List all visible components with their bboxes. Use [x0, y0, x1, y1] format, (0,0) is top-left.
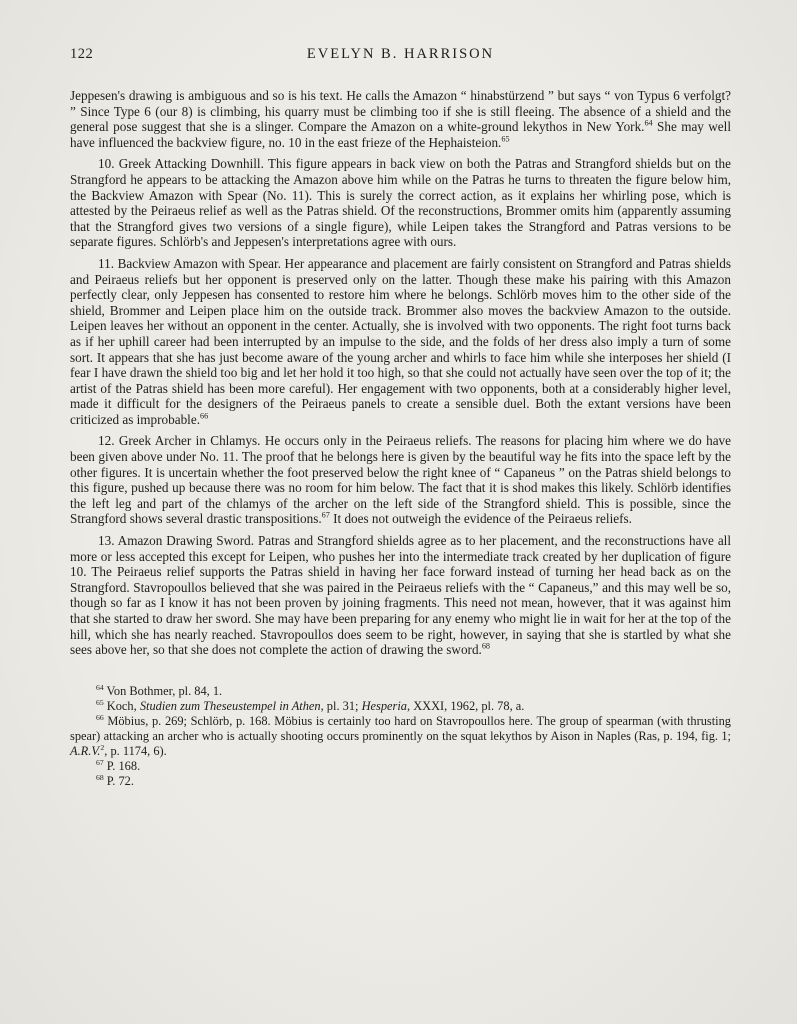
- page-header: [70, 46, 731, 68]
- footnote-65: $^{65}$ Koch, Studien zum Theseustempel in Athen, pl. 31; Hesperia, XXXI, 1962, pl. 78, a.: [96, 697, 525, 713]
- article-body: [70, 88, 731, 658]
- paragraph-item-10: 10. Greek Attacking Downhill. This figure appears in back view on both the Patras and Strangford shields but on the Strangford he appears to be attacking the Amazon above him while on the Patras he turns to threaten the figure below him, the Backview Amazon with Spear (No. 11). This is surely the correct action, as it explains her whirling pose, which is attested by the Peiraeus relief as well as the Patras shield. Of the reconstructions, Brommer omits him (apparently assuming that the Strangford gives two versions of a single figure), while Leipen takes the Strangford and Patras versions to be separate figures. Schlörb's and Jeppesen's interpretations agree with ours.: [70, 156, 731, 250]
- paragraph-continuation: Jeppesen's drawing is ambiguous and so is his text. He calls the Amazon “ hinabstürzend ” but says “ von Typus 6 verfolgt? ” Since Type 6 (our 8) is climbing, his quarry must be climbing too if she is still fleeing. The absence of a shield and the general pose suggest that she is a slinger. Compare the Amazon on a white-ground lekythos in New York.$^{64}$ She may well have influenced the backview figure, no. 10 in the east frieze of the Hephaisteion.$^{65}$: [70, 88, 731, 150]
- footnote-67: $^{67}$ P. 168.: [96, 757, 141, 773]
- paragraph-item-12: 12. Greek Archer in Chlamys. He occurs only in the Peiraeus reliefs. The reasons for placing him where we do have been given above under No. 11. The proof that he belongs here is given by the beautiful way he fits into the space left by the other figures. It is uncertain whether the foot preserved below the right knee of “ Capaneus ” on the Patras shield belongs to this figure, pushed up because there was no room for him below. The fact that it is shod makes this likely. Schlörb identifies the left leg and part of the chlamys of the archer on the left side of the Strangford shield. This is possible, since the Strangford shows several drastic transpositions.$^{67}$ It does not outweigh the evidence of the Peiraeus reliefs.: [70, 433, 731, 527]
- footnote-64: $^{64}$ Von Bothmer, pl. 84, 1.: [96, 682, 223, 698]
- paragraph-item-11: 11. Backview Amazon with Spear. Her appearance and placement are fairly consistent on Strangford and Patras shields and Peiraeus reliefs but her opponent is preserved only on the latter. Though these make his pairing with this Amazon perfectly clear, only Jeppesen has consented to restore him where he belongs. Schlörb moves him to the other side of the shield, Brommer and Leipen place him on the outside track. Brommer also moves the backview Amazon to the outside. Leipen leaves her without an opponent in the center. Actually, she is involved with two opponents. The right foot turns back as if her uphill career had been interrupted by an impulse to the side, and the folds of her dress also imply a turn of some sort. It appears that she has just become aware of the young archer and whirls to face him while she interposes her shield (I fear I have drawn the shield too big and let her hold it too high, so that she could not actually have seen over the top of it; the artist of the Patras shield has been more careful). Her engagement with two opponents, both at a considerably higher level, made it difficult for the designers of the Peiraeus panels to create a sensible duel. Both the extant versions have been criticized as improbable.$^{66}$: [70, 255, 731, 427]
- page-number: 122: [70, 46, 94, 62]
- footnote-66: $^{66}$ Möbius, p. 269; Schlörb, p. 168. Möbius is certainly too hard on Stavropoullos here. The group of spearman (with thrusting spear) attacking an archer who is actually shooting occurs prominently on the squat lekythos by Aison in Naples (Ras, p. 194, fig. 1; A.R.V.$^2$, p. 1174, 6).: [70, 712, 731, 758]
- running-head: EVELYN B. HARRISON: [306, 46, 495, 62]
- footnote-68: $^{68}$ P. 72.: [96, 772, 134, 788]
- paragraph-item-13: 13. Amazon Drawing Sword. Patras and Strangford shields agree as to her placement, and the reconstructions have all more or less accepted this except for Leipen, who pushes her into the intermediate track created by her duplication of figure 10. The Peiraeus relief supports the Patras shield in having her face forward instead of turning her head back as on the Strangford. Stavropoullos believed that she was paired in the Peiraeus reliefs with the “ Capaneus,” and this may well be so, though so far as I know it has not been proven by joining fragments. This need not mean, however, that it was against him that she started to draw her sword. She may have been preparing for any enemy who might lie in wait for her at the top of the hill, which she has nearly reached. Stavropoullos does seem to be right, however, in saying that she is startled by what she sees above her, so that she does not complete the action of drawing the sword.$^{68}$: [70, 533, 732, 658]
- footnotes-section: [70, 684, 731, 789]
